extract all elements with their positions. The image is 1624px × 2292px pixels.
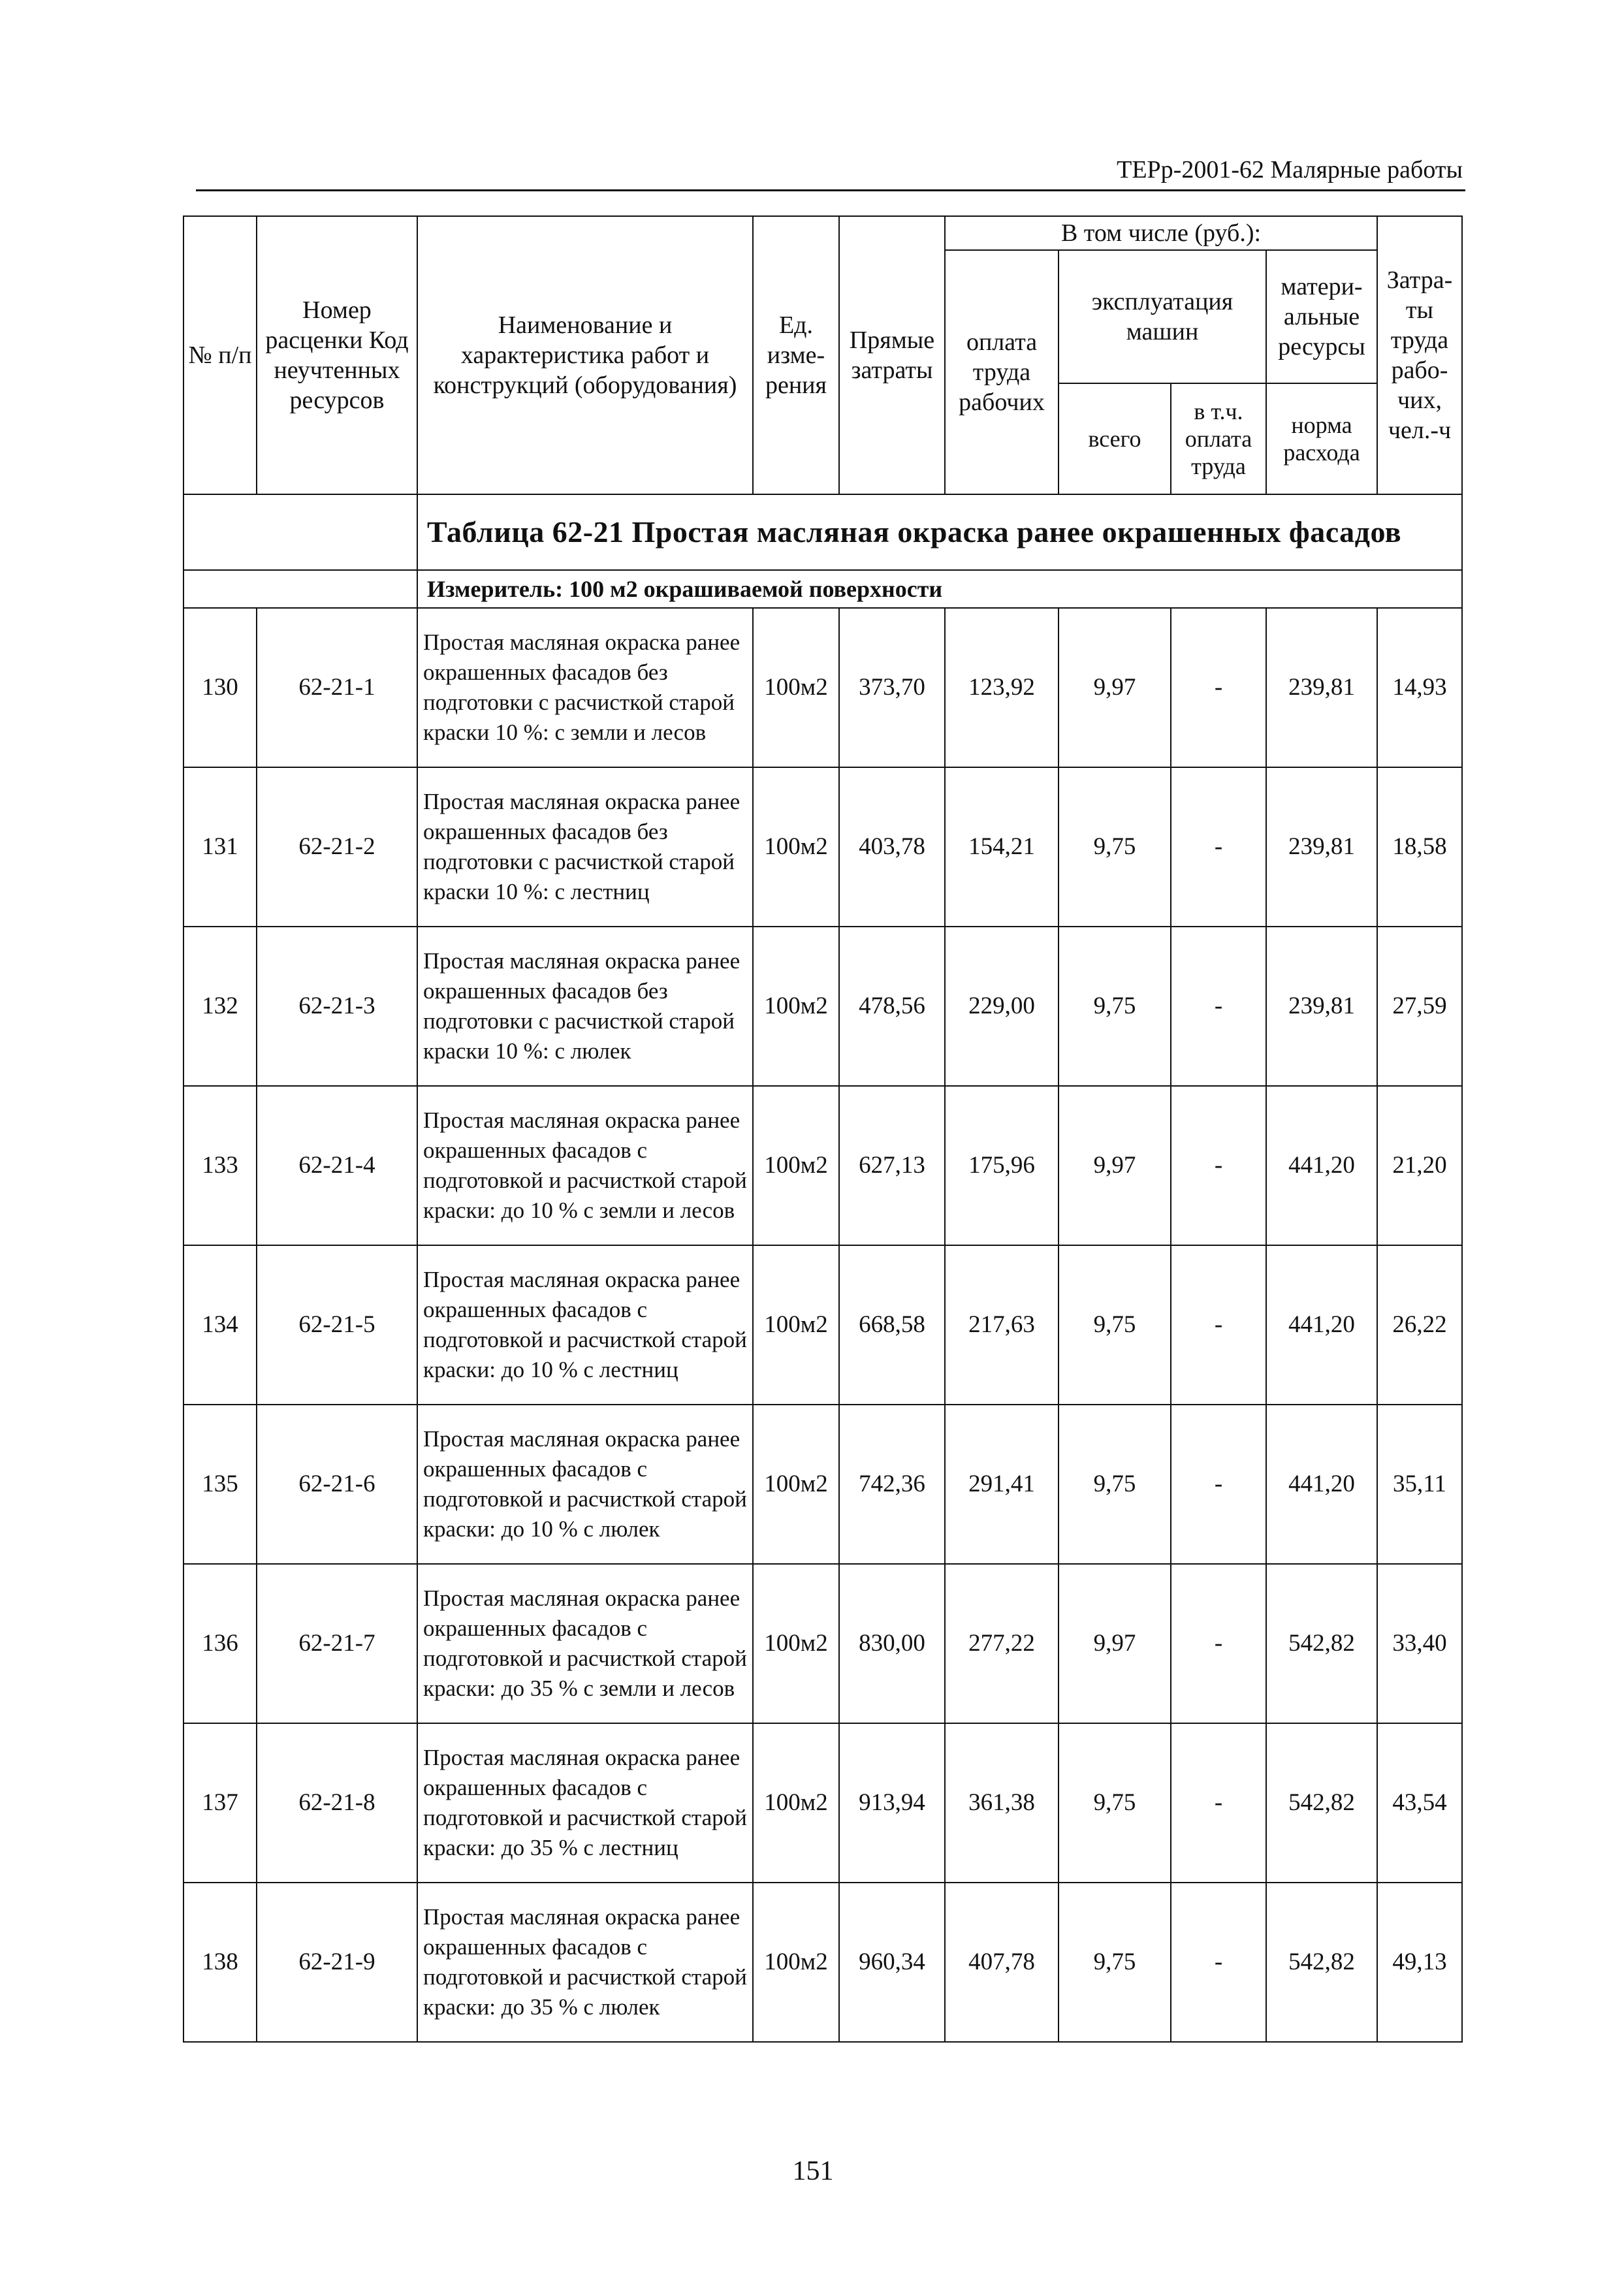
row-machines: 9,75 — [1059, 1883, 1171, 2042]
section-blank — [183, 494, 417, 570]
col-header-no: № п/п — [183, 216, 257, 494]
meter-blank — [183, 570, 417, 608]
row-hours: 21,20 — [1377, 1086, 1462, 1245]
row-labor: 175,96 — [945, 1086, 1059, 1245]
row-machines: 9,97 — [1059, 608, 1171, 767]
col-header-code: Номер расценки Код неучтенных ресурсов — [257, 216, 417, 494]
row-hours: 49,13 — [1377, 1883, 1462, 2042]
table-row — [183, 1405, 1462, 1564]
col-header-materials: матери-альные ресурсы — [1266, 250, 1377, 383]
row-machines: 9,75 — [1059, 1723, 1171, 1883]
page-number: 151 — [792, 2156, 834, 2186]
row-direct: 960,34 — [839, 1883, 945, 2042]
row-unit: 100м2 — [753, 1883, 839, 2042]
row-materials: 441,20 — [1266, 1086, 1377, 1245]
col-header-unit: Ед. изме-рения — [753, 216, 839, 494]
table-row — [183, 1723, 1462, 1883]
row-machines: 9,75 — [1059, 1245, 1171, 1405]
row-machines-labor: - — [1171, 927, 1266, 1086]
row-hours: 33,40 — [1377, 1564, 1462, 1723]
col-header-machines: эксплуатация машин — [1059, 250, 1266, 383]
row-materials: 542,82 — [1266, 1723, 1377, 1883]
row-no: 135 — [183, 1405, 257, 1564]
row-materials: 239,81 — [1266, 767, 1377, 927]
row-direct: 742,36 — [839, 1405, 945, 1564]
row-code: 62-21-6 — [257, 1405, 417, 1564]
row-code: 62-21-7 — [257, 1564, 417, 1723]
row-machines-labor: - — [1171, 1086, 1266, 1245]
meter-row — [183, 570, 1462, 608]
row-name: Простая масляная окраска ранее окрашенных фасадов без подготовки с расчисткой старой краски 10 %: с люлек — [417, 927, 753, 1086]
row-name: Простая масляная окраска ранее окрашенных фасадов с подготовкой и расчисткой старой краски: до 35 % с лестниц — [417, 1723, 753, 1883]
col-header-including: В том числе (руб.): — [945, 216, 1377, 250]
row-no: 133 — [183, 1086, 257, 1245]
col-header-labor-hours: Затра-ты труда рабо-чих, чел.-ч — [1377, 216, 1462, 494]
row-code: 62-21-5 — [257, 1245, 417, 1405]
col-header-machines-total: всего — [1059, 383, 1171, 494]
row-hours: 27,59 — [1377, 927, 1462, 1086]
row-direct: 627,13 — [839, 1086, 945, 1245]
row-no: 130 — [183, 608, 257, 767]
row-no: 137 — [183, 1723, 257, 1883]
row-materials: 441,20 — [1266, 1405, 1377, 1564]
row-name: Простая масляная окраска ранее окрашенных фасадов без подготовки с расчисткой старой краски 10 %: с земли и лесов — [417, 608, 753, 767]
row-no: 138 — [183, 1883, 257, 2042]
row-name: Простая масляная окраска ранее окрашенных фасадов с подготовкой и расчисткой старой краски: до 10 % с люлек — [417, 1405, 753, 1564]
table-row — [183, 927, 1462, 1086]
row-no: 136 — [183, 1564, 257, 1723]
row-direct: 478,56 — [839, 927, 945, 1086]
row-labor: 277,22 — [945, 1564, 1059, 1723]
table-row — [183, 1564, 1462, 1723]
table-row — [183, 767, 1462, 927]
row-machines-labor: - — [1171, 1723, 1266, 1883]
row-code: 62-21-8 — [257, 1723, 417, 1883]
row-name: Простая масляная окраска ранее окрашенных фасадов с подготовкой и расчисткой старой краски: до 35 % с земли и лесов — [417, 1564, 753, 1723]
row-machines-labor: - — [1171, 608, 1266, 767]
row-machines-labor: - — [1171, 1245, 1266, 1405]
row-unit: 100м2 — [753, 927, 839, 1086]
row-direct: 373,70 — [839, 608, 945, 767]
meter-title: Измеритель: 100 м2 окрашиваемой поверхности — [417, 570, 1462, 608]
row-code: 62-21-4 — [257, 1086, 417, 1245]
row-name: Простая масляная окраска ранее окрашенных фасадов с подготовкой и расчисткой старой краски: до 10 % с земли и лесов — [417, 1086, 753, 1245]
table-row — [183, 1245, 1462, 1405]
row-labor: 154,21 — [945, 767, 1059, 927]
row-no: 134 — [183, 1245, 257, 1405]
row-machines: 9,75 — [1059, 1405, 1171, 1564]
row-machines: 9,97 — [1059, 1564, 1171, 1723]
row-direct: 830,00 — [839, 1564, 945, 1723]
col-header-labor-pay: оплата труда рабочих — [945, 250, 1059, 494]
header-rule — [196, 189, 1465, 191]
col-header-machines-labor: в т.ч. оплата труда — [1171, 383, 1266, 494]
table-row — [183, 1086, 1462, 1245]
row-machines-labor: - — [1171, 1883, 1266, 2042]
row-materials: 239,81 — [1266, 927, 1377, 1086]
row-name: Простая масляная окраска ранее окрашенных фасадов с подготовкой и расчисткой старой краски: до 10 % с лестниц — [417, 1245, 753, 1405]
row-machines: 9,75 — [1059, 927, 1171, 1086]
row-name: Простая масляная окраска ранее окрашенных фасадов с подготовкой и расчисткой старой краски: до 35 % с люлек — [417, 1883, 753, 2042]
col-header-materials-norm: норма расхода — [1266, 383, 1377, 494]
row-code: 62-21-2 — [257, 767, 417, 927]
row-direct: 668,58 — [839, 1245, 945, 1405]
row-machines: 9,75 — [1059, 767, 1171, 927]
row-unit: 100м2 — [753, 1245, 839, 1405]
row-hours: 26,22 — [1377, 1245, 1462, 1405]
row-unit: 100м2 — [753, 608, 839, 767]
row-labor: 229,00 — [945, 927, 1059, 1086]
row-code: 62-21-3 — [257, 927, 417, 1086]
row-materials: 542,82 — [1266, 1883, 1377, 2042]
row-labor: 123,92 — [945, 608, 1059, 767]
header-row-1 — [183, 216, 1462, 250]
col-header-direct: Прямые затраты — [839, 216, 945, 494]
row-no: 131 — [183, 767, 257, 927]
row-code: 62-21-9 — [257, 1883, 417, 2042]
col-header-name: Наименование и характеристика работ и конструкций (оборудования) — [417, 216, 753, 494]
row-materials: 542,82 — [1266, 1564, 1377, 1723]
row-hours: 43,54 — [1377, 1723, 1462, 1883]
row-unit: 100м2 — [753, 1564, 839, 1723]
row-unit: 100м2 — [753, 1723, 839, 1883]
row-machines-labor: - — [1171, 767, 1266, 927]
running-title: ТЕРр-2001-62 Малярные работы — [1117, 156, 1463, 183]
row-hours: 18,58 — [1377, 767, 1462, 927]
section-title: Таблица 62-21 Простая масляная окраска ранее окрашенных фасадов — [417, 494, 1462, 570]
row-machines: 9,97 — [1059, 1086, 1171, 1245]
row-hours: 35,11 — [1377, 1405, 1462, 1564]
table-row — [183, 608, 1462, 767]
row-name: Простая масляная окраска ранее окрашенных фасадов без подготовки с расчисткой старой краски 10 %: с лестниц — [417, 767, 753, 927]
row-materials: 239,81 — [1266, 608, 1377, 767]
row-direct: 403,78 — [839, 767, 945, 927]
row-no: 132 — [183, 927, 257, 1086]
row-unit: 100м2 — [753, 767, 839, 927]
row-labor: 291,41 — [945, 1405, 1059, 1564]
table-row — [183, 1883, 1462, 2042]
row-labor: 361,38 — [945, 1723, 1059, 1883]
row-unit: 100м2 — [753, 1405, 839, 1564]
section-row — [183, 494, 1462, 570]
row-labor: 407,78 — [945, 1883, 1059, 2042]
rates-table — [183, 215, 1463, 2043]
row-unit: 100м2 — [753, 1086, 839, 1245]
row-materials: 441,20 — [1266, 1245, 1377, 1405]
row-direct: 913,94 — [839, 1723, 945, 1883]
row-code: 62-21-1 — [257, 608, 417, 767]
row-machines-labor: - — [1171, 1564, 1266, 1723]
row-labor: 217,63 — [945, 1245, 1059, 1405]
row-hours: 14,93 — [1377, 608, 1462, 767]
row-machines-labor: - — [1171, 1405, 1266, 1564]
